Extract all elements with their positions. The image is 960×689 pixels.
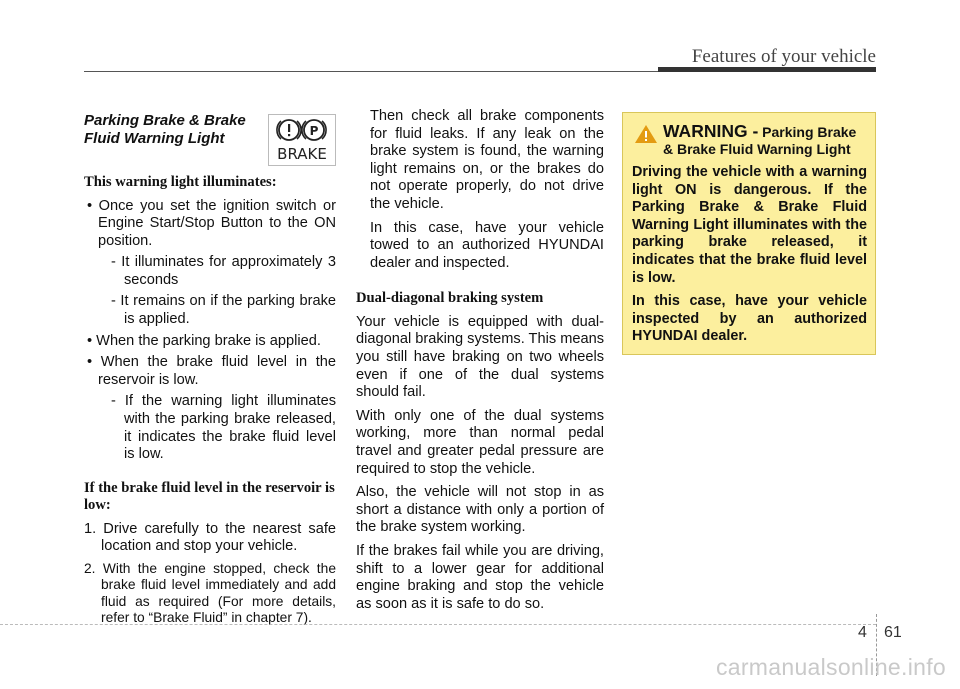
step-item: 2. With the engine stopped, check the brake fluid level immediately and add fluid as required (For more details, refer to “Brake Fluid” in chapter 7).	[84, 561, 336, 626]
header-rule-accent	[658, 67, 876, 72]
illuminates-heading: This warning light illuminates:	[84, 174, 277, 190]
section-title: Parking Brake & Brake Fluid Warning Light	[84, 112, 246, 147]
warning-heading	[632, 123, 867, 158]
warning-box	[622, 112, 876, 355]
paragraph: If the brakes fail while you are driving, shift to a lower gear for additional engine braking and stop the vehicle as soon as it is safe to do so.	[356, 542, 604, 612]
step-item: 1. Drive carefully to the nearest safe location and stop your vehicle.	[84, 520, 336, 555]
svg-text:P: P	[309, 124, 319, 138]
watermark: carmanualsonline.info	[715, 654, 946, 680]
warning-paragraph: Driving the vehicle with a warning light ON is dangerous. If the Parking Brake & Brake Fluid Warning Light illuminates with the parking brake released, it indicates that the brake fluid level is low.	[632, 164, 867, 286]
dual-diagonal-heading: Dual-diagonal braking system	[356, 290, 544, 307]
warning-triangle-icon	[634, 124, 658, 144]
list-item: - It illuminates for approximately 3 seconds	[111, 254, 336, 288]
list-item: • When the parking brake is applied.	[87, 332, 321, 349]
warning-subject: Parking Brake & Brake Fluid Warning Light	[663, 124, 857, 157]
reservoir-heading: If the brake fluid level in the reservoir is low:	[84, 479, 335, 514]
warning-body	[632, 164, 867, 346]
paragraph: Then check all brake components for fluid leaks. If any leak on the brake system is found, the warning light remains on, or the brakes do not operate properly, do not drive the vehicle.	[370, 108, 604, 212]
section-number: 4	[858, 624, 867, 641]
paragraph: Your vehicle is equipped with dual-diagonal braking systems. This means you still have braking on two wheels even if one of the dual systems should fail.	[356, 313, 604, 401]
list-item: • When the brake fluid level in the reservoir is low.	[87, 354, 336, 388]
list-item: - If the warning light illuminates with the parking brake released, it indicates the brake fluid level is low.	[111, 393, 336, 463]
brake-icon-label: BRAKE	[277, 145, 327, 163]
paragraph: With only one of the dual systems working, more than normal pedal travel and greater pedal pressure are required to stop the vehicle.	[356, 407, 604, 477]
middle-column	[356, 108, 604, 619]
paragraph: In this case, have your vehicle towed to an authorized HYUNDAI dealer and inspected.	[370, 219, 604, 271]
paragraph: Also, the vehicle will not stop in as short a distance with only a portion of the brake system working.	[356, 484, 604, 536]
section-title-block	[84, 112, 336, 174]
brake-warning-icon	[268, 114, 336, 166]
list-item: - It remains on if the parking brake is applied.	[111, 293, 336, 328]
footer-rule	[0, 624, 876, 625]
list-item: • Once you set the ignition switch or Engine Start/Stop Button to the ON position.	[87, 197, 336, 249]
warning-paragraph: In this case, have your vehicle inspected by an authorized HYUNDAI dealer.	[632, 293, 867, 345]
left-column	[84, 108, 336, 632]
page-header-title: Features of your vehicle	[691, 46, 876, 67]
warning-word: WARNING -	[663, 121, 759, 141]
page-number: 61	[884, 624, 902, 641]
